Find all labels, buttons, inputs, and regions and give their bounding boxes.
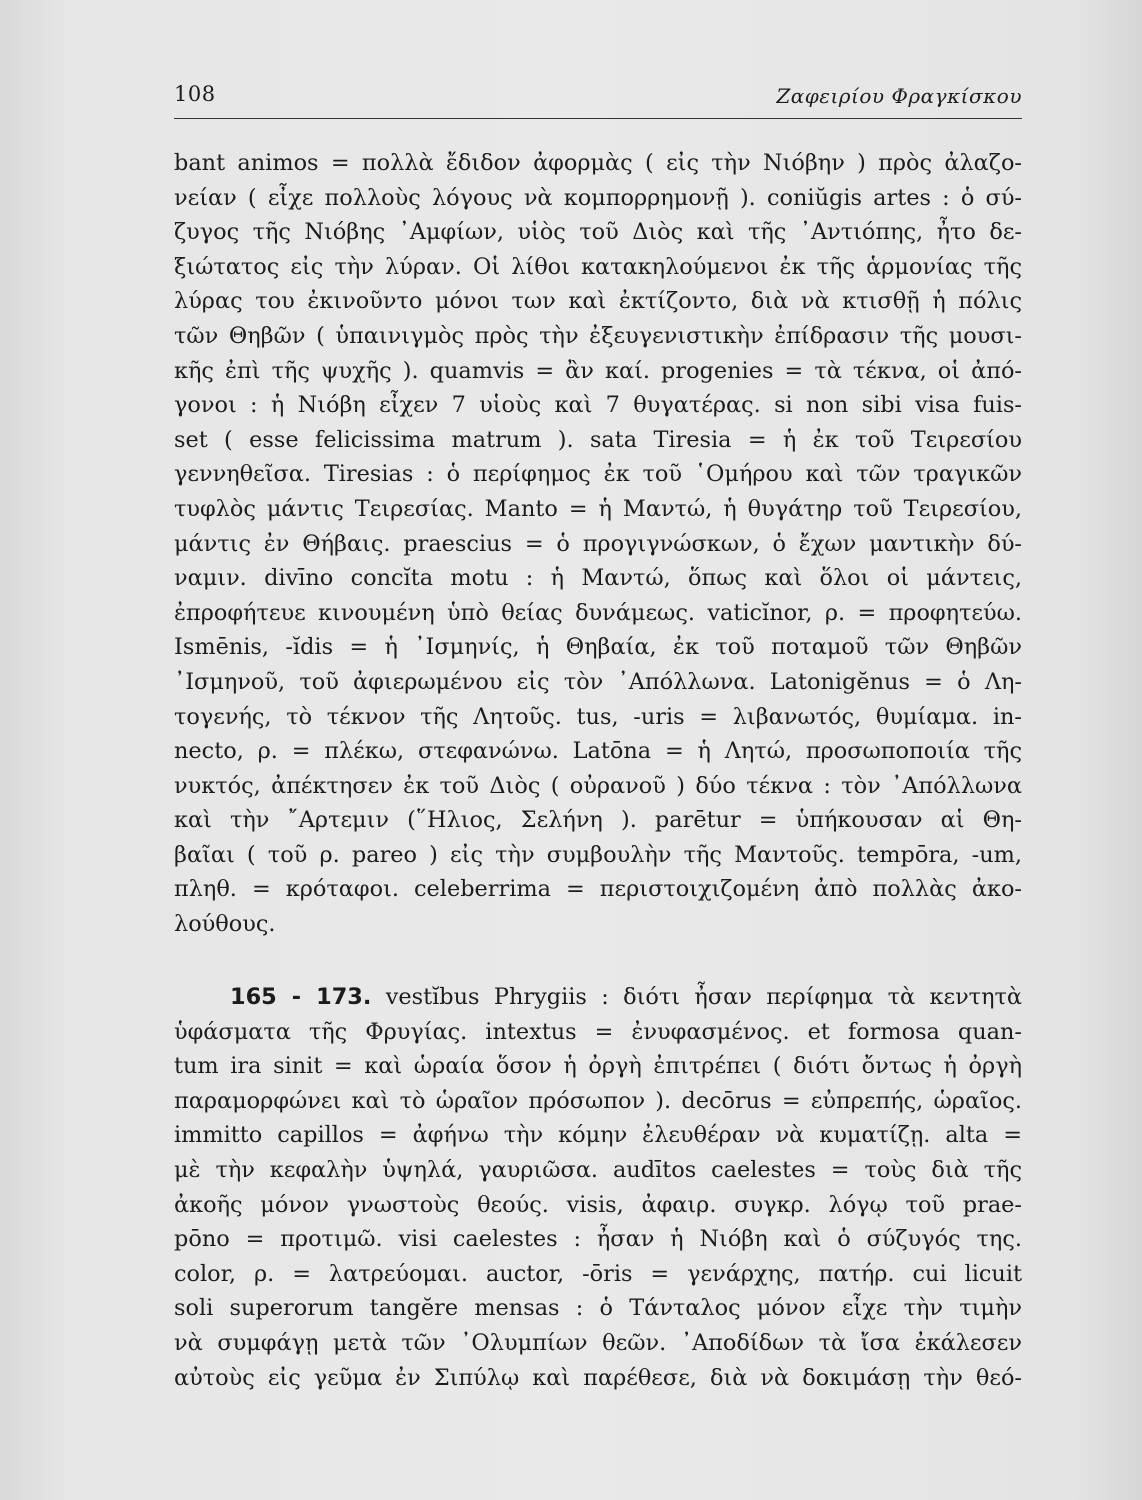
text-line: soli superorum tangĕre mensas : ὁ Τάνταλος μόνον εἶχε τὴν τιμὴν xyxy=(174,1295,1022,1322)
text-line: tum ira sinit = καὶ ὡραία ὅσον ἡ ὀργὴ ἐπιτρέπει ( διότι ὄντως ἡ ὀργὴ xyxy=(174,1053,1022,1080)
text-line: νυκτός, ἀπέκτησεν ἐκ τοῦ Διὸς ( οὐρανοῦ ) δύο τέκνα : τὸν ᾽Απόλλωνα xyxy=(174,772,1022,799)
text-line: ὑφάσματα τῆς Φρυγίας. intextus = ἐνυφασμένος. et formosa quan- xyxy=(174,1018,1022,1045)
line-reference: 165 - 173. xyxy=(230,984,372,1010)
text-line: ἀκοῆς μόνον γνωστοὺς θεούς. visis, ἀφαιρ. συγκρ. λόγῳ τοῦ prae- xyxy=(174,1191,1022,1218)
text-line: immitto capillos = ἀφήνω τὴν κόμην ἐλευθέραν νὰ κυματίζῃ. alta = xyxy=(174,1122,1022,1149)
text-line-rest: vestĭbus Phrygiis : διότι ἦσαν περίφημα τὰ κεντητὰ xyxy=(371,984,1022,1010)
text-line: set ( esse felicissima matrum ). sata Tiresia = ἡ ἐκ τοῦ Τειρεσίου xyxy=(174,426,1022,453)
text-line: αὐτοὺς εἰς γεῦμα ἐν Σιπύλῳ καὶ παρέθεσε, διὰ νὰ δοκιμάσῃ τὴν θεό- xyxy=(174,1364,1022,1391)
text-line: τογενής, τὸ τέκνον τῆς Λητοῦς. tus, -uris = λιβανωτός, θυμίαμα. in- xyxy=(174,703,1022,730)
text-line: κῆς ἐπὶ τῆς ψυχῆς ). quamvis = ἂν καί. progenies = τὰ τέκνα, οἱ ἀπό- xyxy=(174,357,1022,384)
commentary-paragraph-2 xyxy=(174,980,1022,1395)
text-line: color, ρ. = λατρεύομαι. auctor, -ōris = γενάρχης, πατήρ. cui licuit xyxy=(174,1260,1022,1287)
commentary-paragraph-1 xyxy=(174,146,1022,942)
text-line: ᾽Ισμηνοῦ, τοῦ ἀφιερωμένου εἰς τὸν ᾽Απόλλωνα. Latonigĕnus = ὁ Λη- xyxy=(174,668,1022,695)
text-line: νὰ συμφάγῃ μετὰ τῶν ᾽Ολυμπίων θεῶν. ᾽Αποδίδων τὰ ἴσα ἐκάλεσεν xyxy=(174,1329,1022,1356)
text-line: πληθ. = κρόταφοι. celeberrima = περιστοιχιζομένη ἀπὸ πολλὰς ἀκο- xyxy=(174,876,1022,903)
text-line: καὶ τὴν ῎Αρτεμιν (῞Ηλιος, Σελήνη ). parētur = ὑπήκουσαν αἱ Θη- xyxy=(174,807,1022,834)
text-line: λούθους. xyxy=(174,911,276,938)
text-line: λύρας του ἐκινοῦντο μόνοι των καὶ ἐκτίζοντο, διὰ νὰ κτισθῇ ἡ πόλις xyxy=(174,288,1022,315)
text-line: ναμιν. divīno concĭta motu : ἡ Μαντώ, ὅπως καὶ ὅλοι οἱ μάντεις, xyxy=(174,565,1022,592)
running-head: Ζαφειρίου Φραγκίσκου xyxy=(776,84,1022,108)
text-line: νείαν ( εἶχε πολλοὺς λόγους νὰ κομπορρημονῇ ). coniŭgis artes : ὁ σύ- xyxy=(174,184,1022,211)
text-line: τυφλὸς μάντις Τειρεσίας. Manto = ἡ Μαντώ, ἡ θυγάτηρ τοῦ Τειρεσίου, xyxy=(174,495,1022,522)
text-line: necto, ρ. = πλέκω, στεφανώνω. Latōna = ἡ Λητώ, προσωποποιία τῆς xyxy=(174,738,1022,765)
text-line: γονοι : ἡ Νιόβη εἶχεν 7 υἱοὺς καὶ 7 θυγατέρας. si non sibi visa fuis- xyxy=(174,392,1022,419)
text-line: bant animos = πολλὰ ἔδιδον ἀφορμὰς ( εἰς τὴν Νιόβην ) πρὸς ἀλαζο- xyxy=(174,150,1022,176)
text-line: ζυγος τῆς Νιόβης ᾽Αμφίων, υἱὸς τοῦ Διὸς καὶ τῆς ᾽Αντιόπης, ἦτο δε- xyxy=(174,219,1022,246)
text-line: μὲ τὴν κεφαλὴν ὑψηλά, γαυριῶσα. audītos caelestes = τοὺς διὰ τῆς xyxy=(174,1156,1022,1183)
text-line: γεννηθεῖσα. Tiresias : ὁ περίφημος ἐκ τοῦ ῾Ομήρου καὶ τῶν τραγικῶν xyxy=(174,461,1022,488)
header-rule xyxy=(174,118,1022,119)
text-line: βαῖαι ( τοῦ ρ. pareo ) εἰς τὴν συμβουλὴν τῆς Μαντοῦς. tempōra, -um, xyxy=(174,841,1022,868)
text-line: Ismēnis, -ĭdis = ἡ ᾽Ισμηνίς, ἡ Θηβαία, ἐκ τοῦ ποταμοῦ τῶν Θηβῶν xyxy=(174,634,1022,661)
text-line xyxy=(174,980,1022,1015)
text-line: pōno = προτιμῶ. visi caelestes : ἦσαν ἡ Νιόβη καὶ ὁ σύζυγός της. xyxy=(174,1226,1022,1253)
text-line: ξιώτατος εἰς τὴν λύραν. Οἱ λίθοι κατακηλούμενοι ἐκ τῆς ἁρμονίας τῆς xyxy=(174,253,1022,280)
text-line: μάντις ἐν Θήβαις. praescius = ὁ προγιγνώσκων, ὁ ἔχων μαντικὴν δύ- xyxy=(174,530,1022,557)
text-line: ἐπροφήτευε κινουμένη ὑπὸ θείας δυνάμεως. vaticĭnor, ρ. = προφητεύω. xyxy=(174,599,1022,626)
page-number: 108 xyxy=(174,82,216,106)
text-line: παραμορφώνει καὶ τὸ ὡραῖον πρόσωπον ). decōrus = εὐπρεπής, ὡραῖος. xyxy=(174,1087,1022,1114)
text-line: τῶν Θηβῶν ( ὑπαινιγμὸς πρὸς τὴν ἐξευγενιστικὴν ἐπίδρασιν τῆς μουσι- xyxy=(174,322,1022,349)
page-header xyxy=(174,76,1022,116)
